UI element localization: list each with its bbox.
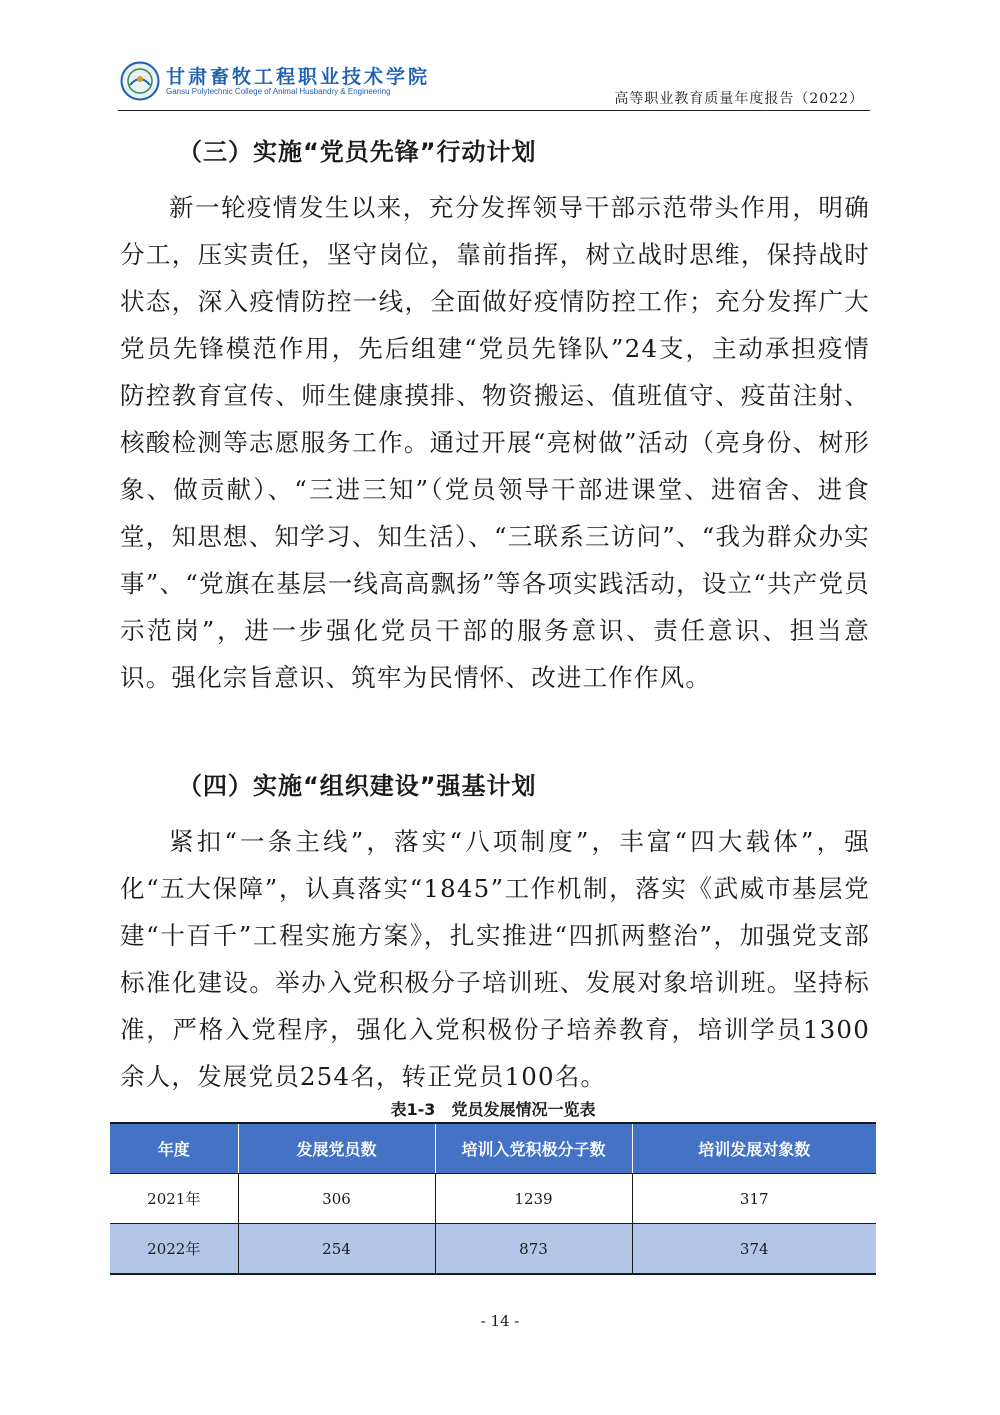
school-name-en: Gansu Polytechnic College of Animal Husbandry & Engineering <box>166 87 391 96</box>
cell-candidates-trained: 374 <box>632 1224 876 1275</box>
report-title: 高等职业教育质量年度报告（2022） <box>614 91 864 107</box>
table-row <box>110 1174 876 1224</box>
cell-activists-trained: 1239 <box>435 1174 632 1224</box>
cell-candidates-trained: 317 <box>632 1174 876 1224</box>
section-4-paragraph: 紧扣“一条主线”，落实“八项制度”，丰富“四大载体”，强化“五大保障”，认真落实“1845”工作机制，落实《武威市基层党建“十百千”工程实施方案》，扎实推进“四抓两整治”，加强党支部标准化建设。举办入党积极分子培训班、发展对象培训班。坚持标准，严格入党程序，强化入党积极份子培养教育，培训学员1300余人，发展党员254名，转正党员100名。 <box>120 827 870 1091</box>
page-number: - 14 - <box>480 1312 520 1330</box>
section-4-heading: （四）实施“组织建设”强基计划 <box>178 772 537 800</box>
table-caption: 表1-3 党员发展情况一览表 <box>390 1100 596 1119</box>
cell-new-members: 306 <box>238 1174 435 1224</box>
col-header-new-members: 发展党员数 <box>238 1123 435 1174</box>
section-3-paragraph: 新一轮疫情发生以来，充分发挥领导干部示范带头作用，明确分工，压实责任，坚守岗位，靠前指挥，树立战时思维，保持战时状态，深入疫情防控一线，全面做好疫情防控工作；充分发挥广大党员先锋模范作用，先后组建“党员先锋队”24支，主动承担疫情防控教育宣传、师生健康摸排、物资搬运、值班值守、疫苗注射、核酸检测等志愿服务工作。通过开展“亮树做”活动（亮身份、树形象、做贡献）、“三进三知”（党员领导干部进课堂、进宿舍、进食堂，知思想、知学习、知生活）、“三联系三访问”、“我为群众办实事”、“党旗在基层一线高高飘扬”等各项实践活动，设立“共产党员示范岗”，进一步强化党员干部的服务意识、责任意识、担当意识。强化宗旨意识、筑牢为民情怀、改进工作作风。 <box>120 193 870 692</box>
col-header-year: 年度 <box>110 1123 238 1174</box>
cell-year: 2021年 <box>110 1174 238 1224</box>
section-3-heading: （三）实施“党员先锋”行动计划 <box>178 138 537 166</box>
col-header-activists-trained: 培训入党积极分子数 <box>435 1123 632 1174</box>
table-row <box>110 1224 876 1275</box>
college-seal-icon <box>120 61 160 101</box>
party-member-table <box>110 1122 876 1275</box>
table-header-row <box>110 1123 876 1174</box>
cell-activists-trained: 873 <box>435 1224 632 1275</box>
cell-year: 2022年 <box>110 1224 238 1275</box>
cell-new-members: 254 <box>238 1224 435 1275</box>
page-header <box>118 58 870 111</box>
school-name-cn: 甘肃畜牧工程职业技术学院 <box>166 66 431 88</box>
col-header-candidates-trained: 培训发展对象数 <box>632 1123 876 1174</box>
